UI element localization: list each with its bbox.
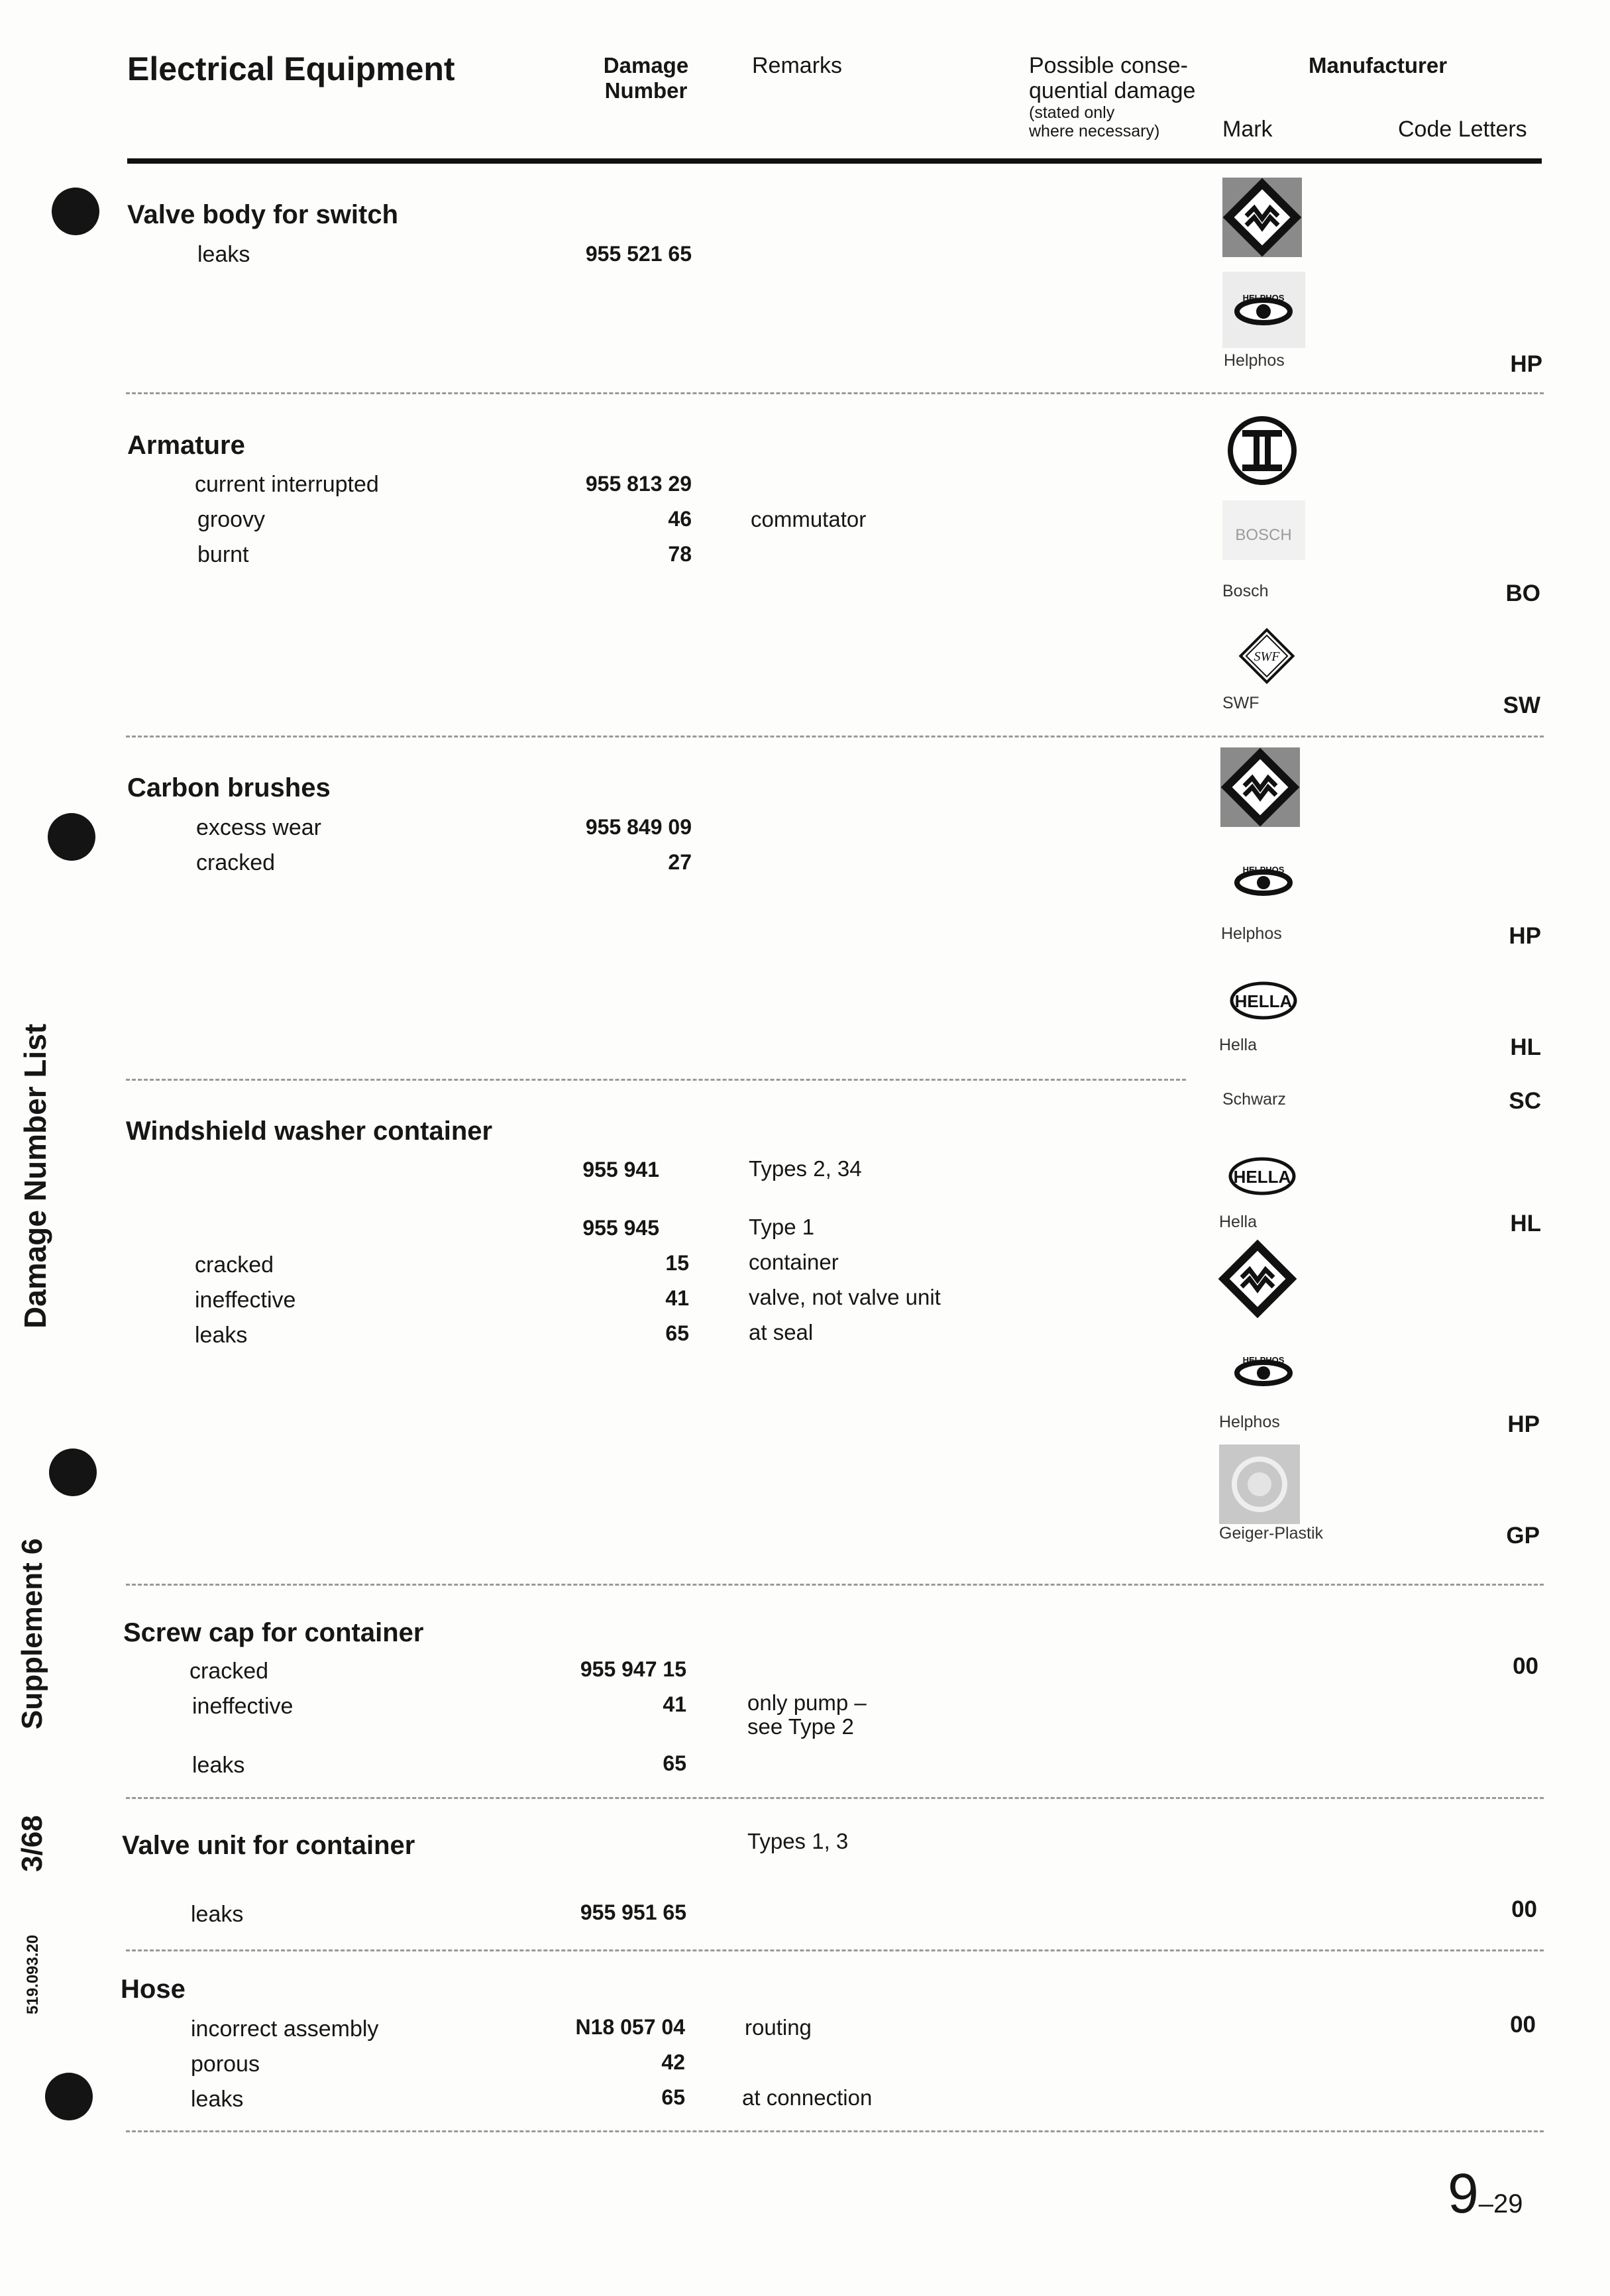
hella-logo-icon: [1222, 1150, 1302, 1203]
damage-number-header: Damage Number: [603, 53, 689, 103]
section-title: Hose: [121, 1975, 186, 2004]
damage-number: 65: [661, 2085, 685, 2109]
header-rule: [127, 158, 1542, 164]
item-label: leaks: [195, 1323, 248, 1348]
damage-number: 65: [665, 1321, 689, 1345]
margin-dot: [48, 813, 95, 861]
code-letters: HL: [1510, 1034, 1541, 1060]
section-separator: [126, 2130, 1544, 2132]
remark: at connection: [742, 2085, 873, 2110]
code-letters: HP: [1509, 923, 1541, 949]
svg-text:HELLA: HELLA: [1233, 1167, 1291, 1187]
sidebar-list-title: Damage Number List: [18, 1023, 52, 1329]
section-title: Armature: [127, 431, 245, 460]
code-letters: HP: [1510, 351, 1542, 377]
damage-number: 955 849 09: [585, 815, 692, 839]
page-title: Electrical Equipment: [127, 50, 455, 87]
svg-text:HELLA: HELLA: [1234, 991, 1293, 1011]
helphos-diamond-logo-icon: [1220, 747, 1300, 827]
section-separator: [126, 1797, 1544, 1799]
item-label: leaks: [191, 1902, 244, 1927]
remark: container: [749, 1250, 839, 1274]
item-label: excess wear: [196, 815, 321, 840]
section-separator: [126, 1949, 1544, 1951]
damage-number: 955 945: [582, 1216, 659, 1240]
item-label: leaks: [197, 242, 250, 267]
manufacturer-name: Schwarz: [1222, 1090, 1286, 1109]
hella-logo-icon: [1222, 974, 1302, 1027]
helphos-diamond-logo-icon: [1218, 1239, 1297, 1319]
manufacturer-name: Helphos: [1224, 351, 1285, 370]
manufacturer-name: Helphos: [1219, 1413, 1280, 1431]
item-label: cracked: [189, 1659, 269, 1684]
svg-text:HELPHOS: HELPHOS: [1242, 1355, 1285, 1365]
section-separator: [126, 736, 1544, 738]
manufacturer-header: Manufacturer: [1309, 53, 1448, 78]
section-title: Valve unit for container: [122, 1831, 415, 1860]
manufacturer-name: SWF: [1222, 694, 1260, 712]
helphos-eye-logo-icon: [1222, 851, 1305, 911]
remarks-header: Remarks: [752, 53, 843, 78]
remark: at seal: [749, 1320, 814, 1344]
section-separator: [126, 1079, 1186, 1081]
sidebar-doc-number: 519.093.20: [24, 1934, 42, 2014]
code-letters: BO: [1505, 580, 1540, 606]
section-title: Screw cap for container: [123, 1618, 424, 1647]
damage-number: 78: [668, 542, 692, 566]
item-label: burnt: [197, 542, 249, 567]
damage-number: 955 947 15: [580, 1657, 686, 1681]
remark: Type 1: [749, 1215, 815, 1239]
damage-number: 46: [668, 507, 692, 531]
damage-number: 955 941: [582, 1158, 659, 1181]
code-letters: HP: [1507, 1411, 1540, 1437]
sidebar-supplement: Supplement 6: [16, 1538, 48, 1729]
damage-number: 65: [663, 1751, 686, 1775]
damage-number: 41: [663, 1692, 686, 1716]
code-letters: 00: [1513, 1653, 1538, 1679]
svg-text:HELPHOS: HELPHOS: [1242, 865, 1285, 875]
item-label: cracked: [196, 850, 276, 875]
damage-number: 955 521 65: [585, 242, 692, 266]
svg-text:SWF: SWF: [1254, 649, 1280, 664]
mark-header: Mark: [1222, 117, 1273, 142]
damage-number: 955 813 29: [585, 472, 692, 496]
damage-number: 27: [668, 850, 692, 874]
remark: only pump – see Type 2: [747, 1690, 867, 1739]
item-label: cracked: [195, 1252, 274, 1278]
manufacturer-name: Bosch: [1222, 582, 1269, 600]
page-number: 9–29: [1448, 2162, 1523, 2224]
section-title: Valve body for switch: [127, 200, 399, 229]
remark: valve, not valve unit: [749, 1285, 941, 1309]
manufacturer-name: Helphos: [1221, 924, 1282, 943]
item-label: leaks: [192, 1753, 245, 1778]
margin-dot: [52, 188, 99, 235]
svg-text:BOSCH: BOSCH: [1235, 526, 1292, 544]
item-label: groovy: [197, 507, 266, 532]
code-letters: SW: [1503, 692, 1540, 718]
manufacturer-name: Hella: [1219, 1036, 1257, 1054]
svg-text:HELPHOS: HELPHOS: [1242, 293, 1285, 303]
code-letters: 00: [1510, 2012, 1536, 2038]
margin-dot: [49, 1449, 97, 1496]
bosch-armature-logo-icon: [1226, 414, 1299, 487]
margin-dot: [45, 2073, 93, 2120]
code-letters-header: Code Letters: [1398, 117, 1527, 142]
manufacturer-name: Hella: [1219, 1213, 1257, 1231]
swf-logo-icon: [1234, 623, 1300, 689]
item-label: leaks: [191, 2087, 244, 2112]
helphos-eye-logo-icon: [1222, 1342, 1305, 1401]
bosch-logo-icon: [1222, 500, 1305, 560]
code-letters: 00: [1511, 1896, 1537, 1922]
manufacturer-name: Geiger-Plastik: [1219, 1524, 1323, 1543]
possible-damage-header: Possible conse- quential damage (stated only where necessary): [1029, 53, 1196, 140]
remark: Types 1, 3: [747, 1829, 849, 1853]
helphos-diamond-logo-icon: [1222, 178, 1302, 257]
remark: routing: [745, 2015, 812, 2040]
code-letters: SC: [1509, 1088, 1541, 1114]
item-label: ineffective: [195, 1287, 296, 1313]
damage-number: 42: [661, 2050, 685, 2074]
code-letters: GP: [1506, 1523, 1540, 1549]
remark: Types 2, 34: [749, 1156, 862, 1181]
item-label: ineffective: [192, 1694, 294, 1719]
item-label: current interrupted: [195, 472, 379, 497]
helphos-eye-logo-icon: [1222, 272, 1305, 348]
damage-number: N18 057 04: [575, 2015, 685, 2039]
section-separator: [126, 1584, 1544, 1586]
damage-number: 15: [665, 1251, 689, 1275]
damage-number: 955 951 65: [580, 1900, 686, 1924]
section-separator: [126, 392, 1544, 394]
geiger-plastik-logo-icon: [1219, 1445, 1300, 1524]
section-title: Carbon brushes: [127, 773, 331, 802]
remark: commutator: [751, 507, 867, 531]
item-label: incorrect assembly: [191, 2016, 379, 2042]
section-title: Windshield washer container: [126, 1117, 493, 1146]
sidebar-date: 3/68: [16, 1815, 48, 1872]
code-letters: HL: [1510, 1211, 1541, 1236]
item-label: porous: [191, 2051, 260, 2077]
damage-number: 41: [665, 1286, 689, 1310]
